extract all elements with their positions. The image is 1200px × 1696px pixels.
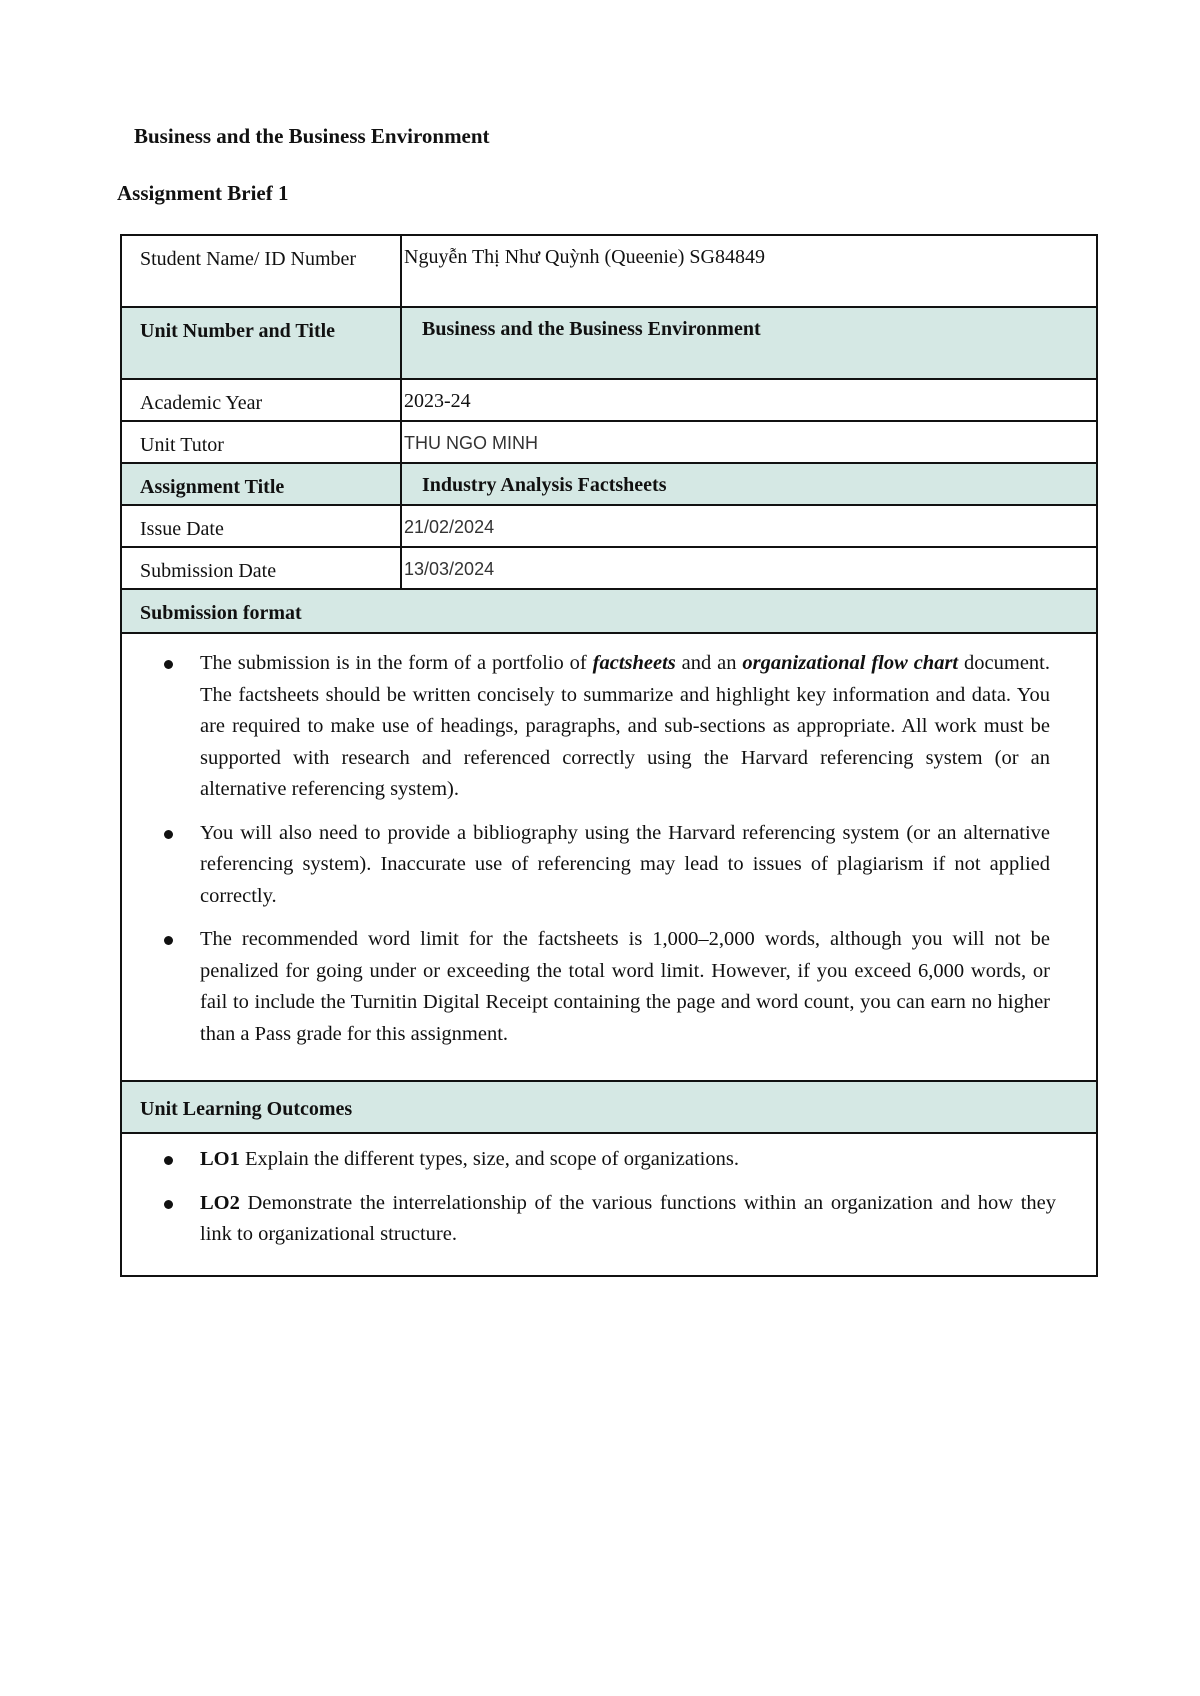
table-row [121, 421, 1097, 463]
submission-value: 13/03/2024 [401, 547, 1097, 589]
learning-outcomes-heading: Unit Learning Outcomes [121, 1081, 1097, 1133]
list-item [164, 1188, 1056, 1251]
table-row [121, 379, 1097, 421]
brief-title: Assignment Brief 1 [117, 181, 289, 205]
bullet-icon [164, 936, 173, 945]
text-run: You will also need to provide a bibliography using the Harvard referencing system (or an alternative referencing system). Inaccurate use of referencing may lead to issues of plagiarism if not applied correctly. [200, 821, 1050, 907]
student-label: Student Name/ ID Number [121, 235, 401, 307]
text-run: and an [675, 652, 743, 674]
text-run: The recommended word limit for the factsheets is 1,000–2,000 words, although you will not be penalized for going under or exceeding the total word limit. However, if you exceed 6,000 words, or fail to include the Turnitin Digital Receipt containing the page and word count, you can earn no higher than a Pass grade for this assignment. [200, 928, 1050, 1045]
text-run: organizational flow chart [742, 652, 959, 674]
table-row [121, 307, 1097, 379]
list-item [164, 648, 1050, 806]
document-title: Business and the Business Environment [134, 124, 490, 148]
tutor-label: Unit Tutor [121, 421, 401, 463]
assignment-value: Industry Analysis Factsheets [401, 463, 1097, 505]
year-value: 2023-24 [401, 379, 1097, 421]
learning-outcomes-list [164, 1144, 1056, 1251]
table-row [121, 1133, 1097, 1276]
unit-value: Business and the Business Environment [401, 307, 1097, 379]
bullet-icon [164, 830, 173, 839]
text-run: The submission is in the form of a portfolio of [200, 652, 593, 674]
table-row [121, 1081, 1097, 1133]
submission-label: Submission Date [121, 547, 401, 589]
student-value: Nguyễn Thị Như Quỳnh (Queenie) SG84849 [401, 235, 1097, 307]
table-row [121, 463, 1097, 505]
bullet-icon [164, 1200, 173, 1209]
lo-text: Demonstrate the interrelationship of the various functions within an organization and how they link to organizational structure. [200, 1191, 1056, 1245]
text-run: document. The factsheets should be written concisely to summarize and highlight key information and data. You are required to make use of headings, paragraphs, and sub-sections as appropriate. All work must be supported with research and referenced correctly using the Harvard referencing system (or an alternative referencing system). [200, 652, 1051, 800]
unit-label: Unit Number and Title [121, 307, 401, 379]
table-row [121, 505, 1097, 547]
list-item [164, 1144, 1056, 1176]
table-row [121, 547, 1097, 589]
submission-format-body [121, 633, 1097, 1081]
table-row [121, 633, 1097, 1081]
bullet-icon [164, 660, 173, 669]
submission-format-list [164, 648, 1050, 1050]
assignment-table [120, 234, 1098, 1277]
table-row [121, 589, 1097, 633]
bullet-icon [164, 1156, 173, 1165]
list-item [164, 818, 1050, 913]
assignment-label: Assignment Title [121, 463, 401, 505]
tutor-value: THU NGO MINH [401, 421, 1097, 463]
list-item [164, 924, 1050, 1050]
lo-code: LO2 [200, 1191, 240, 1214]
text-run: factsheets [592, 652, 676, 674]
issue-label: Issue Date [121, 505, 401, 547]
lo-code: LO1 [200, 1148, 240, 1170]
table-row [121, 235, 1097, 307]
lo-text: Explain the different types, size, and scope of organizations. [239, 1148, 739, 1170]
year-label: Academic Year [121, 379, 401, 421]
learning-outcomes-body [121, 1133, 1097, 1276]
issue-value: 21/02/2024 [401, 505, 1097, 547]
submission-format-heading: Submission format [121, 589, 1097, 633]
